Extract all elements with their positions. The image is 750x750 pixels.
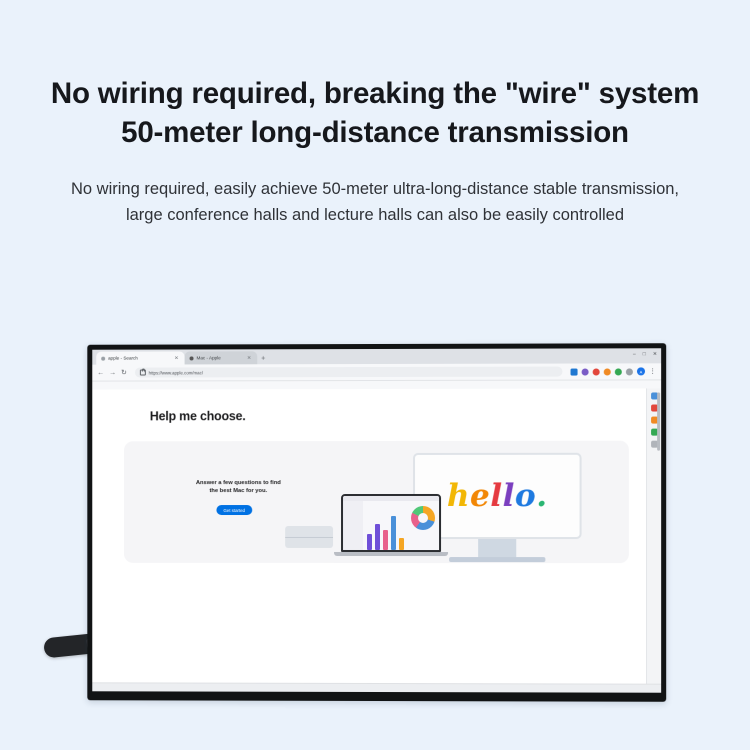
new-tab-button[interactable]: + bbox=[261, 355, 266, 363]
page-title: Help me choose. bbox=[149, 409, 246, 424]
promo-copy-line-1: Answer a few questions to find bbox=[195, 480, 281, 487]
browser-window bbox=[92, 348, 661, 692]
macbook-app-sidebar bbox=[343, 501, 363, 550]
wireless-transmitter-dongle bbox=[43, 634, 93, 659]
promo-card-copy bbox=[164, 479, 313, 495]
monitor-screen bbox=[92, 348, 661, 692]
display-monitor bbox=[87, 343, 666, 702]
macbook-illustration bbox=[341, 494, 441, 556]
extension-purple-icon[interactable] bbox=[582, 368, 589, 375]
close-icon[interactable]: ✕ bbox=[174, 354, 179, 361]
mac-mini-illustration bbox=[285, 526, 333, 548]
extension-green-icon[interactable] bbox=[615, 368, 622, 375]
promo-card bbox=[124, 441, 629, 563]
browser-toolbar bbox=[92, 363, 661, 381]
mac-mini-seam bbox=[285, 537, 333, 538]
promo-copy-line-2: the best Mac for you. bbox=[209, 488, 268, 495]
get-started-button[interactable]: Get started bbox=[216, 505, 252, 515]
browser-tab-active[interactable] bbox=[96, 351, 184, 364]
tab-title: apple - Search bbox=[108, 355, 138, 361]
macbook-chart-panel bbox=[365, 504, 437, 550]
chart-bar bbox=[391, 516, 396, 550]
browser-tab-strip bbox=[92, 348, 661, 364]
extension-orange-icon[interactable] bbox=[604, 368, 611, 375]
chart-bar bbox=[375, 524, 380, 550]
hello-letter: e bbox=[469, 477, 491, 514]
macbook-screen bbox=[341, 494, 441, 552]
chart-bar bbox=[383, 530, 388, 550]
page-subcopy: No wiring required, easily achieve 50-meter ultra-long-distance stable transmission, large conference halls and lecture halls can also be easily controlled bbox=[70, 180, 680, 224]
chart-bar bbox=[399, 538, 404, 550]
hello-letter: h bbox=[446, 477, 470, 514]
headline-line-2: 50-meter long-distance transmission bbox=[121, 116, 629, 149]
extension-blue-icon[interactable] bbox=[571, 368, 578, 375]
reload-icon[interactable]: ↻ bbox=[121, 369, 127, 377]
close-window-button[interactable]: ✕ bbox=[652, 351, 658, 358]
headline-line-1: No wiring required, breaking the "wire" system bbox=[50, 77, 700, 110]
hello-letter: o bbox=[514, 477, 537, 514]
kebab-menu-icon[interactable]: ⋮ bbox=[649, 367, 657, 375]
apple-favicon bbox=[190, 356, 194, 360]
hello-letter: . bbox=[536, 477, 548, 514]
imac-stand-foot bbox=[449, 557, 545, 562]
chart-donut bbox=[411, 506, 435, 530]
forward-icon[interactable]: → bbox=[109, 369, 117, 377]
extension-row bbox=[571, 367, 657, 375]
address-bar[interactable] bbox=[135, 367, 563, 378]
maximize-button[interactable]: □ bbox=[642, 351, 646, 358]
chart-bar bbox=[367, 534, 372, 550]
extension-grey-icon[interactable] bbox=[626, 368, 633, 375]
search-icon bbox=[101, 356, 105, 360]
back-icon[interactable]: ← bbox=[97, 369, 105, 377]
status-bar bbox=[92, 682, 661, 692]
window-controls bbox=[633, 351, 657, 357]
page-headline bbox=[0, 74, 750, 152]
web-page-content bbox=[92, 388, 661, 692]
vertical-scrollbar[interactable] bbox=[657, 392, 660, 450]
imac-stand-neck bbox=[478, 539, 516, 557]
macbook-base bbox=[334, 552, 448, 556]
tab-title: Mac - Apple bbox=[196, 355, 221, 361]
hello-letter: l bbox=[502, 477, 515, 514]
minimize-button[interactable]: – bbox=[632, 351, 636, 358]
extension-red-icon[interactable] bbox=[593, 368, 600, 375]
avatar[interactable]: A bbox=[637, 367, 645, 375]
lock-icon bbox=[140, 370, 146, 376]
hello-letter: l bbox=[490, 477, 503, 514]
address-bar-value: https://www.apple.com/mac/ bbox=[148, 369, 204, 376]
close-icon[interactable]: ✕ bbox=[247, 354, 252, 361]
browser-tab-inactive[interactable] bbox=[185, 351, 258, 364]
